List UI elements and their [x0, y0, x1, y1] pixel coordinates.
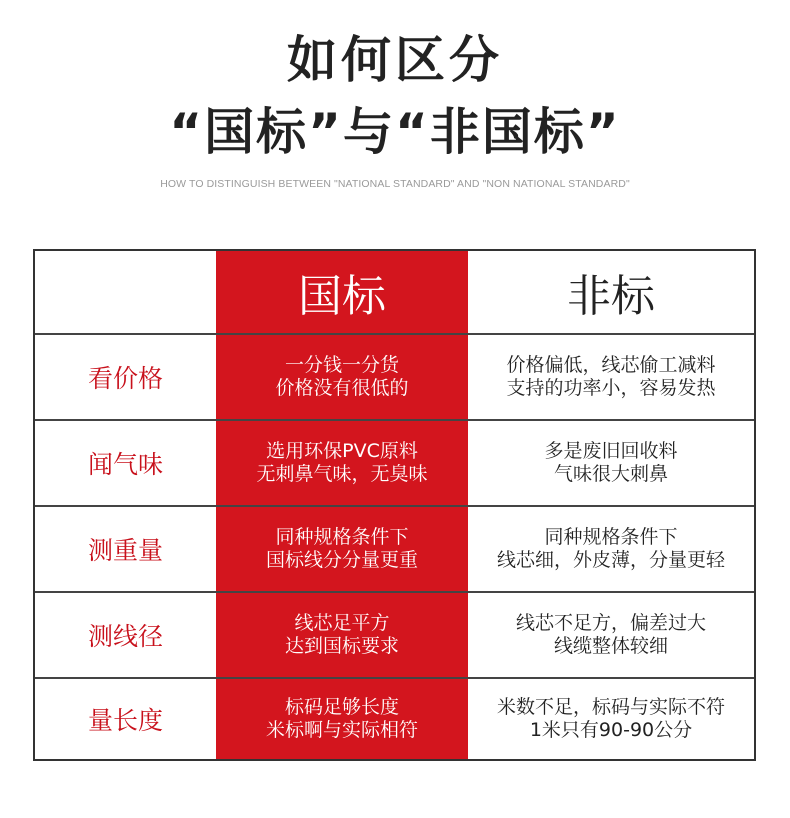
non-standard-cell-weight — [468, 507, 754, 593]
non-standard-line: 线芯不足方，偏差过大 — [515, 612, 706, 634]
non-standard-line: 多是废旧回收料 — [544, 440, 678, 462]
national-line: 米标啊与实际相符 — [265, 719, 418, 741]
national-line: 达到国标要求 — [284, 635, 399, 657]
header-national-standard: 国标 — [216, 251, 468, 335]
non-standard-line: 同种规格条件下 — [544, 526, 678, 548]
non-standard-cell-length — [468, 679, 754, 759]
national-line: 价格没有很低的 — [275, 377, 409, 399]
national-line: 同种规格条件下 — [275, 526, 409, 548]
comparison-table — [33, 249, 756, 761]
non-standard-cell-smell — [468, 421, 754, 507]
page-title-line-2: “国标”与“非国标” — [169, 103, 621, 161]
row-label-length: 量长度 — [87, 706, 163, 735]
row-label-weight: 测重量 — [35, 507, 216, 593]
header-non-standard: 非标 — [468, 251, 754, 335]
non-standard-cell-price — [468, 335, 754, 421]
row-label-diameter: 测线径 — [35, 593, 216, 679]
non-standard-line: 米数不足，标码与实际不符 — [496, 696, 725, 718]
page-subtitle: HOW TO DISTINGUISH BETWEEN "NATIONAL STANDARD" AND "NON NATIONAL STANDARD" — [160, 178, 630, 190]
header-blank-cell — [35, 251, 216, 335]
row-label-price: 看价格 — [35, 335, 216, 421]
national-line: 国标线分分量更重 — [265, 549, 418, 571]
non-standard-line: 线缆整体较细 — [553, 635, 668, 657]
non-standard-line: 气味很大刺鼻 — [553, 463, 668, 485]
national-line: 选用环保PVC原料 — [266, 440, 418, 462]
national-line: 标码足够长度 — [284, 696, 399, 718]
non-standard-line: 支持的功率小，容易发热 — [506, 377, 716, 399]
national-line: 一分钱一分货 — [284, 354, 399, 376]
non-standard-line: 线芯细，外皮薄，分量更轻 — [496, 549, 725, 571]
non-standard-cell-diameter — [468, 593, 754, 679]
national-line: 线芯足平方 — [294, 612, 390, 634]
national-cell-price — [216, 335, 468, 421]
national-cell-length — [216, 679, 468, 759]
national-line: 无刺鼻气味，无臭味 — [256, 463, 428, 485]
non-standard-line: 1米只有90-90公分 — [529, 719, 693, 741]
non-standard-line: 价格偏低，线芯偷工减料 — [506, 354, 716, 376]
page-title: 如何区分 — [287, 31, 503, 89]
row-label-smell: 闻气味 — [35, 421, 216, 507]
national-cell-weight — [216, 507, 468, 593]
national-cell-smell — [216, 421, 468, 507]
national-cell-diameter — [216, 593, 468, 679]
